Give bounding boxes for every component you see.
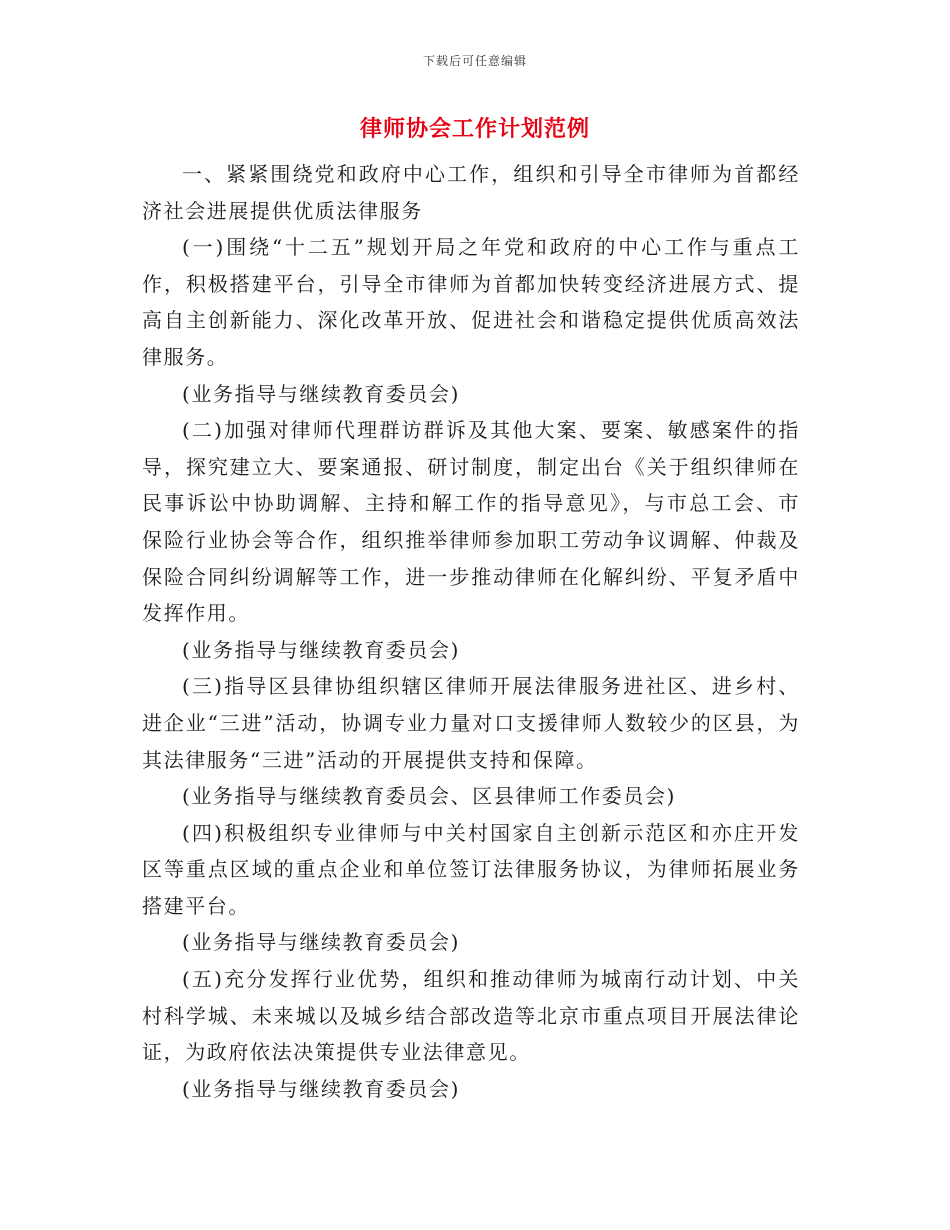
responsible-committee-note: (业务指导与继续教育委员会): [182, 637, 461, 662]
paragraph-item-4: (四)积极组织专业律师与中关村国家自主创新示范区和亦庄开发区等重点区域的重点企业和单位签订法律服务协议，为律师拓展业务搭建平台。: [142, 820, 800, 918]
document-title: 律师协会工作计划范例: [359, 116, 590, 142]
responsible-committee-note: (业务指导与继续教育委员会、区县律师工作委员会): [182, 784, 677, 809]
paragraph-item-3: (三)指导区县律协组织辖区律师开展法律服务进社区、进乡村、进企业“三进”活动，协调专业力量对口支援律师人数较少的区县，为其法律服务“三进”活动的开展提供支持和保障。: [142, 674, 800, 772]
section-heading-1: 一、紧紧围绕党和政府中心工作，组织和引导全市律师为首都经济社会进展提供优质法律服务: [142, 162, 800, 223]
header-note: 下载后可任意编辑: [422, 54, 527, 68]
paragraph-item-1: (一)围绕“十二五”规划开局之年党和政府的中心工作与重点工作，积极搭建平台，引导全市律师为首都加快转变经济进展方式、提高自主创新能力、深化改革开放、促进社会和谐稳定提供优质高效法律服务。: [142, 235, 800, 369]
responsible-committee-note: (业务指导与继续教育委员会): [182, 1076, 461, 1101]
document-body: [142, 156, 800, 1107]
paragraph-item-2: (二)加强对律师代理群访群诉及其他大案、要案、敏感案件的指导，探究建立大、要案通报、研讨制度，制定出台《关于组织律师在民事诉讼中协助调解、主持和解工作的指导意见》，与市总工会、市保险行业协会等合作，组织推举律师参加职工劳动争议调解、仲裁及保险合同纠纷调解等工作，进一步推动律师在化解纠纷、平复矛盾中发挥作用。: [142, 418, 800, 626]
paragraph-item-5: (五)充分发挥行业优势，组织和推动律师为城南行动计划、中关村科学城、未来城以及城乡结合部改造等北京市重点项目开展法律论证，为政府依法决策提供专业法律意见。: [142, 967, 800, 1065]
responsible-committee-note: (业务指导与继续教育委员会): [182, 381, 461, 406]
responsible-committee-note: (业务指导与继续教育委员会): [182, 930, 461, 955]
